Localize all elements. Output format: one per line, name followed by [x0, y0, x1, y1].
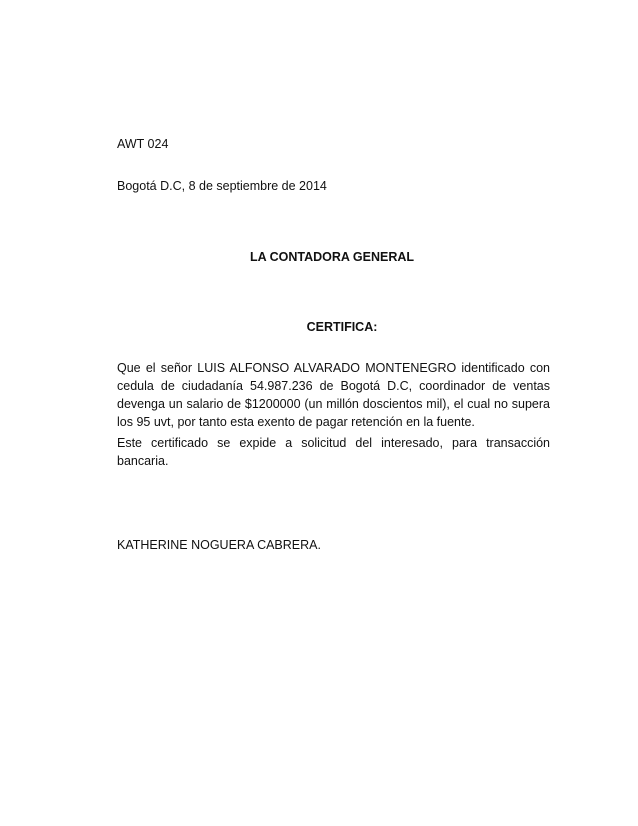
signatory-name: KATHERINE NOGUERA CABRERA. [117, 538, 321, 552]
certificate-body-paragraph: Que el señor LUIS ALFONSO ALVARADO MONTENEGRO identificado con cedula de ciudadanía 54.987.236 de Bogotá D.C, coordinador de ventas devenga un salario de $1200000 (un millón doscientos mil), el cual no supera los 95 uvt, por tanto esta exento de pagar retención en la fuente. [117, 361, 550, 429]
certificate-purpose-paragraph: Este certificado se expide a solicitud del interesado, para transacción bancaria. [117, 436, 550, 468]
reference-code: AWT 024 [117, 137, 169, 151]
certifies-heading: CERTIFICA: [306, 320, 378, 334]
issuer-title: LA CONTADORA GENERAL [249, 250, 415, 264]
place-and-date: Bogotá D.C, 8 de septiembre de 2014 [117, 179, 327, 193]
